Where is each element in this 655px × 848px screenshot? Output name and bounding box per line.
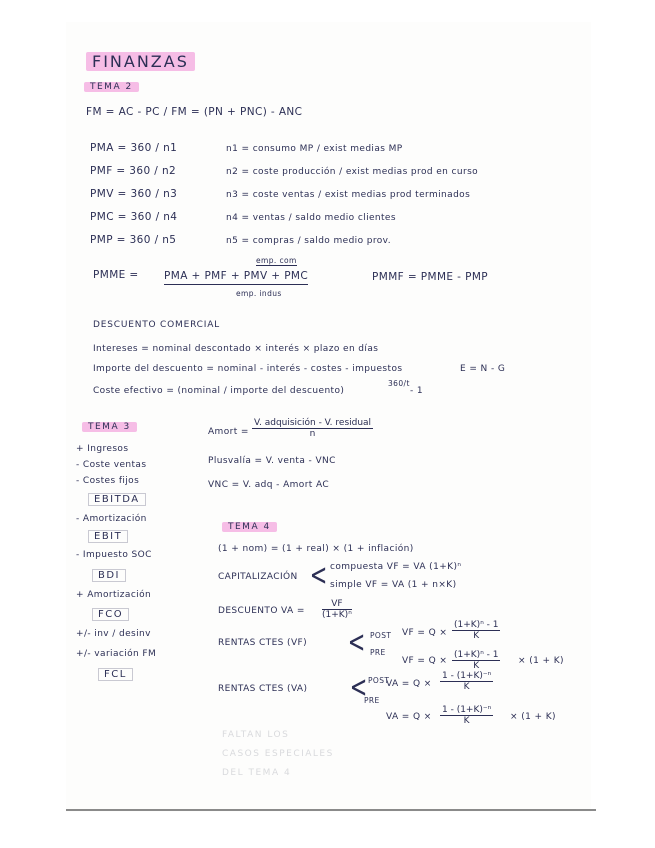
pl-line-amortizacion-add: + Amortización	[76, 590, 152, 600]
n2-definition: n2 = coste producción / exist medias prod en curso	[226, 167, 479, 177]
amort-label: Amort =	[208, 427, 249, 437]
bdi-box: BDI	[92, 569, 126, 582]
tema4-heading: TEMA 4	[222, 522, 277, 532]
pmme-numerator: PMA + PMF + PMV + PMC	[164, 270, 308, 285]
va-pre-fraction	[440, 705, 493, 726]
amort-fraction	[252, 418, 373, 439]
n4-definition: n4 = ventas / saldo medio clientes	[226, 213, 396, 223]
page-bottom-edge	[66, 809, 596, 811]
pmme-label: PMME =	[93, 269, 139, 281]
tema3-heading: TEMA 3	[82, 422, 137, 432]
pl-line-ingresos: + Ingresos	[76, 444, 129, 454]
rentas-vf-label: RENTAS CTES (VF)	[218, 638, 307, 648]
pmv-label: PMV = 360 / n3	[90, 188, 178, 200]
n5-definition: n5 = compras / saldo medio prov.	[226, 236, 391, 246]
pl-line-impuesto: - Impuesto SOC	[76, 550, 152, 560]
faded-note-line-2: CASOS ESPECIALES	[222, 749, 334, 759]
vnc-formula: VNC = V. adq - Amort AC	[208, 480, 330, 490]
pl-line-coste-ventas: - Coste ventas	[76, 460, 147, 470]
fisher-formula: (1 + nom) = (1 + real) × (1 + inflación)	[218, 544, 414, 554]
pmc-label: PMC = 360 / n4	[90, 211, 178, 223]
descuento-va-label: DESCUENTO VA =	[218, 606, 305, 616]
rentas-vf-post: POST	[370, 631, 392, 640]
rentas-vf-pre: PRE	[370, 648, 386, 657]
pmp-label: PMP = 360 / n5	[90, 234, 177, 246]
vf-pre-fraction	[452, 650, 500, 671]
pl-line-costes-fijos: - Costes fijos	[76, 476, 140, 486]
fco-box: FCO	[92, 608, 129, 621]
rentas-vf-brace: <	[347, 625, 366, 660]
va-post-denominator: K	[463, 682, 470, 692]
faded-note-line-3: DEL TEMA 4	[222, 768, 292, 778]
rentas-va-brace: <	[349, 670, 368, 705]
vf-post-numerator: (1+K)ⁿ - 1	[454, 620, 499, 630]
tema2-heading: TEMA 2	[84, 82, 139, 92]
fcl-box: FCL	[98, 668, 133, 681]
faded-note-line-1: FALTAN LOS	[222, 730, 290, 740]
amort-numerator: V. adquisición - V. residual	[254, 418, 372, 428]
pmme-below-note: emp. indus	[236, 289, 282, 298]
vf-pre-lhs: VF = Q ×	[402, 656, 448, 666]
vf-post-lhs: VF = Q ×	[402, 628, 448, 638]
vf-post-denominator: K	[473, 631, 480, 641]
va-pre-numerator: 1 - (1+K)⁻ⁿ	[442, 705, 492, 715]
descuento-heading: DESCUENTO COMERCIAL	[93, 320, 220, 330]
vf-post-fraction	[452, 620, 500, 641]
n1-definition: n1 = consumo MP / exist medias MP	[226, 144, 403, 154]
coste-efectivo-exponent: 360/t	[388, 379, 410, 388]
plusvalia-formula: Plusvalía = V. venta - VNC	[208, 456, 336, 466]
capitalizacion-label: CAPITALIZACIÓN	[218, 572, 298, 582]
vf-pre-denominator: K	[473, 661, 480, 671]
va-pre-lhs: VA = Q ×	[386, 712, 432, 722]
pmme-above-note: emp. com	[256, 256, 297, 265]
rentas-va-pre: PRE	[364, 696, 380, 705]
capitalizacion-brace: <	[309, 558, 328, 593]
vf-pre-numerator: (1+K)ⁿ - 1	[454, 650, 499, 660]
coste-efectivo-formula: Coste efectivo = (nominal / importe del descuento)	[93, 386, 345, 396]
notebook-page	[66, 22, 591, 812]
pl-line-inversion: +/- inv / desinv	[76, 629, 151, 639]
simple-formula: simple VF = VA (1 + n×K)	[330, 580, 457, 590]
fm-formula: FM = AC - PC / FM = (PN + PNC) - ANC	[86, 106, 303, 118]
pmmf-formula: PMMF = PMME - PMP	[372, 271, 489, 283]
e-formula: E = N - G	[460, 364, 506, 374]
coste-efectivo-tail: - 1	[410, 386, 424, 396]
rentas-va-post: POST	[368, 676, 390, 685]
rentas-va-label: RENTAS CTES (VA)	[218, 684, 308, 694]
ebitda-box: EBITDA	[88, 493, 146, 506]
descuento-numerator: VF	[322, 599, 352, 610]
intereses-formula: Intereses = nominal descontado × interés × plazo en días	[93, 344, 379, 354]
pl-line-variacion-fm: +/- variación FM	[76, 649, 157, 659]
compuesta-formula: compuesta VF = VA (1+K)ⁿ	[330, 562, 462, 572]
va-post-lhs: VA = Q ×	[386, 679, 432, 689]
va-post-numerator: 1 - (1+K)⁻ⁿ	[442, 671, 492, 681]
page-title: FINANZAS	[86, 52, 195, 71]
importe-descuento-formula: Importe del descuento = nominal - interés - costes - impuestos	[93, 364, 403, 374]
pmf-label: PMF = 360 / n2	[90, 165, 177, 177]
va-pre-tail: × (1 + K)	[510, 712, 556, 722]
descuento-fraction	[322, 599, 352, 620]
pl-line-amortizacion: - Amortización	[76, 514, 147, 524]
va-pre-denominator: K	[463, 716, 470, 726]
pma-label: PMA = 360 / n1	[90, 142, 178, 154]
descuento-denominator: (1+K)ⁿ	[322, 610, 352, 620]
ebit-box: EBIT	[88, 530, 128, 543]
va-post-fraction	[440, 671, 493, 692]
vf-pre-tail: × (1 + K)	[518, 656, 564, 666]
amort-denominator: n	[309, 429, 316, 439]
n3-definition: n3 = coste ventas / exist medias prod terminados	[226, 190, 471, 200]
